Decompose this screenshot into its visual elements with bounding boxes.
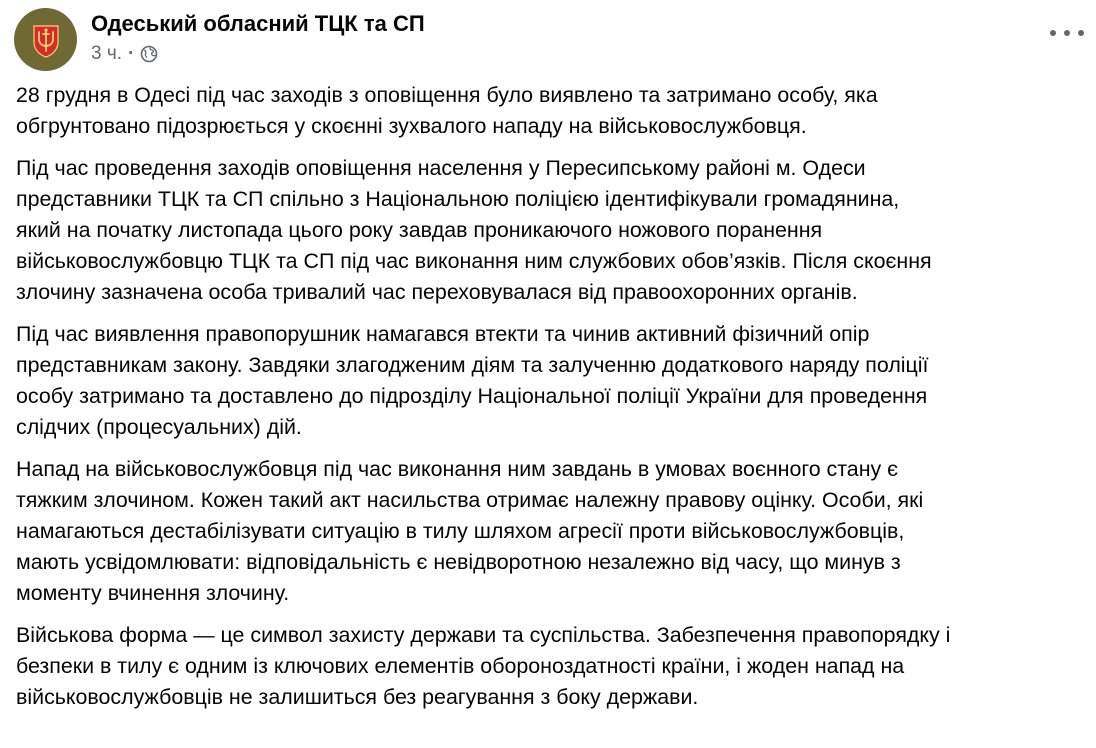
text-line: Військова форма — це символ захисту держави та суспільства. Забезпечення правопорядку і — [16, 623, 951, 647]
more-dot — [1064, 30, 1070, 36]
post-paragraph-4 — [16, 454, 1094, 609]
text-line: намагаються дестабілізувати ситуацію в тилу шляхом агресії проти військовослужбовців, — [16, 519, 905, 543]
text-line: 28 грудня в Одесі під час заходів з оповіщення було виявлено та затримано особу, яка — [16, 83, 878, 107]
text-line: представникам закону. Завдяки злагодженим діям та залученню додаткового наряду поліції — [16, 353, 929, 377]
more-options-icon[interactable] — [1050, 22, 1084, 44]
text-line: військовослужбовцю ТЦК та СП під час виконання ним службових обов’язків. Після скоєння — [16, 249, 932, 273]
text-line: військовослужбовців не залишиться без реагування з боку держави. — [16, 685, 699, 709]
post-paragraph-2 — [16, 153, 1094, 308]
page-name-link[interactable]: Одеський обласний ТЦК та СП — [91, 11, 425, 36]
text-line: обгрунтовано підозрюється у скоєнні зухвалого нападу на військовослужбовця. — [16, 114, 807, 138]
text-line: представники ТЦК та СП спільно з Національною поліцією ідентифікували громадянина, — [16, 187, 900, 211]
text-line: особу затримано та доставлено до підрозділу Національної поліції України для проведення — [16, 384, 928, 408]
post-body-text — [16, 80, 1094, 724]
text-line: Під час проведення заходів оповіщення населення у Пересипському районі м. Одеси — [16, 156, 866, 180]
text-line: який на початку листопада цього року завдав проникаючого ножового поранення — [16, 218, 823, 242]
page-avatar[interactable] — [14, 8, 77, 71]
text-line: Під час виявлення правопорушник намагався втекти та чинив активний фізичний опір — [16, 322, 870, 346]
post-paragraph-5 — [16, 620, 1094, 713]
more-dot — [1078, 30, 1084, 36]
text-line: Напад на військовослужбовця під час виконання ним завдань в умовах воєнного стану є — [16, 457, 899, 481]
post-header — [14, 8, 425, 71]
more-dot — [1050, 30, 1056, 36]
text-line: тяжким злочином. Кожен такий акт насильства отримає належну правову оцінку. Особи, які — [16, 488, 924, 512]
text-line: слідчих (процесуальних) дій. — [16, 415, 302, 439]
text-line: моменту вчинення злочину. — [16, 581, 290, 605]
text-line: мають усвідомлювати: відповідальність є невідворотною незалежно від часу, що минув з — [16, 550, 901, 574]
post-timestamp[interactable]: 3 ч. — [91, 43, 123, 64]
text-line: безпеки в тилу є одним із ключових елементів обороноздатності країни, і жоден напад на — [16, 654, 905, 678]
separator-dot: · — [128, 43, 135, 64]
post-paragraph-1 — [16, 80, 1094, 142]
globe-icon[interactable] — [140, 45, 158, 63]
post-subline — [91, 43, 425, 65]
post-paragraph-3 — [16, 319, 1094, 443]
trident-emblem-icon — [26, 20, 66, 60]
post-meta — [91, 9, 425, 65]
text-line: злочину зазначена особа тривалий час переховувалася від правоохоронних органів. — [16, 280, 858, 304]
